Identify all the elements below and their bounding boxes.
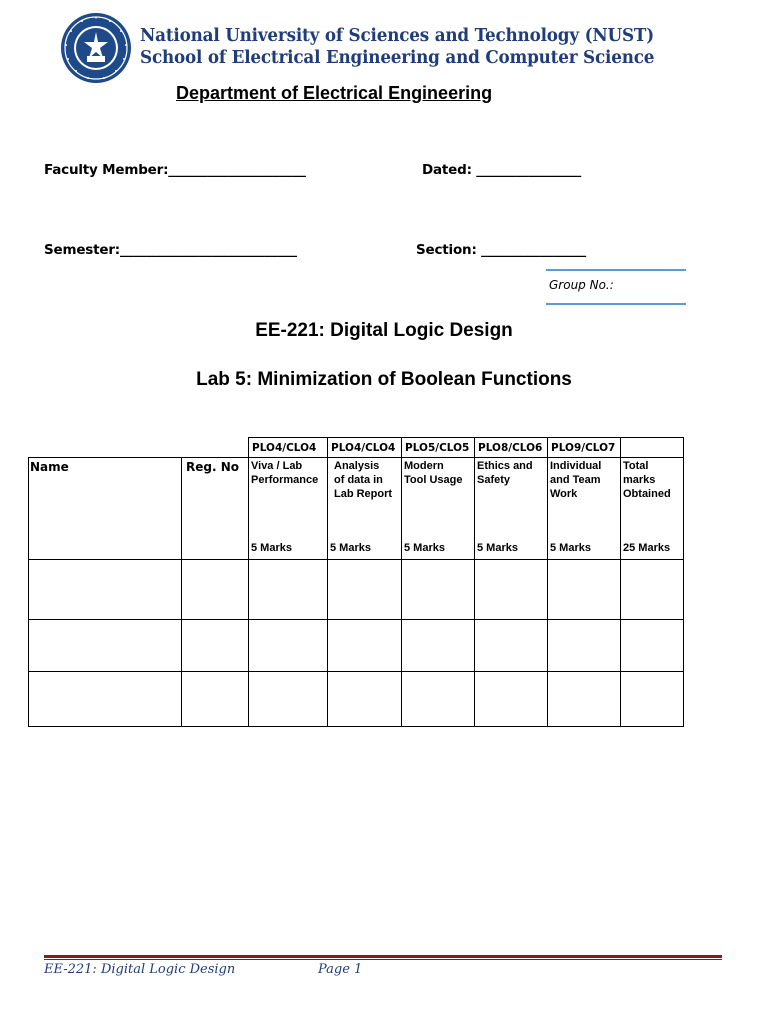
criteria-label: Modern Tool Usage (404, 460, 463, 486)
department-title: Department of Electrical Engineering (176, 83, 493, 103)
page-number: Page 1 (318, 962, 363, 977)
lab-title: Lab 5: Minimization of Boolean Functions (196, 369, 572, 390)
criteria-cell (328, 458, 402, 560)
university-name: National University of Sciences and Technology (NUST) (140, 26, 654, 46)
plo-header-table (248, 437, 684, 458)
marks-cell (548, 620, 621, 672)
criteria-label: Total marks Obtained (623, 460, 671, 500)
student-name-cell (29, 672, 182, 727)
group-number-box (546, 269, 686, 305)
criteria-cell (402, 458, 475, 560)
criteria-label: Analysis of data in Lab Report (334, 460, 393, 500)
marks-cell (475, 620, 548, 672)
group-number-label: Group No.: (549, 278, 614, 292)
school-name: School of Electrical Engineering and Computer Science (140, 48, 655, 68)
dated-field: Dated: ________________ (422, 162, 582, 178)
criteria-label: Individual and Team Work (550, 460, 602, 500)
criteria-marks: 5 Marks (330, 542, 371, 554)
nust-crest-icon (60, 12, 132, 84)
total-cell (621, 620, 684, 672)
plo-header-cell: PLO4/CLO4 (249, 438, 328, 458)
criteria-marks: 5 Marks (404, 542, 445, 554)
criteria-label: Viva / Lab Performance (251, 460, 319, 486)
marks-cell (475, 672, 548, 727)
marks-cell (328, 560, 402, 620)
marks-cell (402, 672, 475, 727)
plo-header-cell: PLO5/CLO5 (402, 438, 475, 458)
footer-rule-thin (44, 959, 722, 960)
total-cell (621, 560, 684, 620)
criteria-cell (621, 458, 684, 560)
marks-cell (548, 560, 621, 620)
reg-no-cell (182, 560, 249, 620)
marks-cell (249, 620, 328, 672)
student-name-cell (29, 620, 182, 672)
student-name-cell (29, 560, 182, 620)
plo-header-cell: PLO4/CLO4 (328, 438, 402, 458)
marks-cell (402, 620, 475, 672)
footer-course: EE-221: Digital Logic Design (44, 962, 236, 977)
reg-no-cell (182, 672, 249, 727)
table-row (29, 560, 684, 620)
plo-header-cell (621, 438, 684, 458)
total-cell (621, 672, 684, 727)
semester-field: Semester:___________________________ (44, 242, 297, 258)
section-field: Section: ________________ (416, 242, 586, 258)
course-title: EE-221: Digital Logic Design (255, 320, 513, 341)
reg-header-cell (182, 458, 249, 560)
marks-cell (328, 672, 402, 727)
criteria-cell (548, 458, 621, 560)
marks-cell (475, 560, 548, 620)
criteria-cell (475, 458, 548, 560)
name-header-cell (29, 458, 182, 560)
marks-header-row (29, 458, 684, 560)
marks-cell (402, 560, 475, 620)
faculty-member-field: Faculty Member:_____________________ (44, 162, 306, 178)
marks-cell (548, 672, 621, 727)
marks-cell (249, 672, 328, 727)
criteria-marks: 25 Marks (623, 542, 671, 554)
marks-table (28, 457, 684, 727)
criteria-label: Ethics and Safety (477, 460, 533, 486)
marks-cell (249, 560, 328, 620)
plo-header-cell: PLO9/CLO7 (548, 438, 621, 458)
criteria-marks: 5 Marks (477, 542, 518, 554)
criteria-cell (249, 458, 328, 560)
table-row (29, 620, 684, 672)
plo-header-cell: PLO8/CLO6 (475, 438, 548, 458)
name-header: Name (30, 460, 69, 474)
criteria-marks: 5 Marks (550, 542, 591, 554)
marks-cell (328, 620, 402, 672)
plo-header-row (249, 438, 684, 458)
reg-no-cell (182, 620, 249, 672)
table-row (29, 672, 684, 727)
reg-no-header: Reg. No (186, 460, 239, 474)
criteria-marks: 5 Marks (251, 542, 292, 554)
footer-rule (44, 955, 722, 958)
